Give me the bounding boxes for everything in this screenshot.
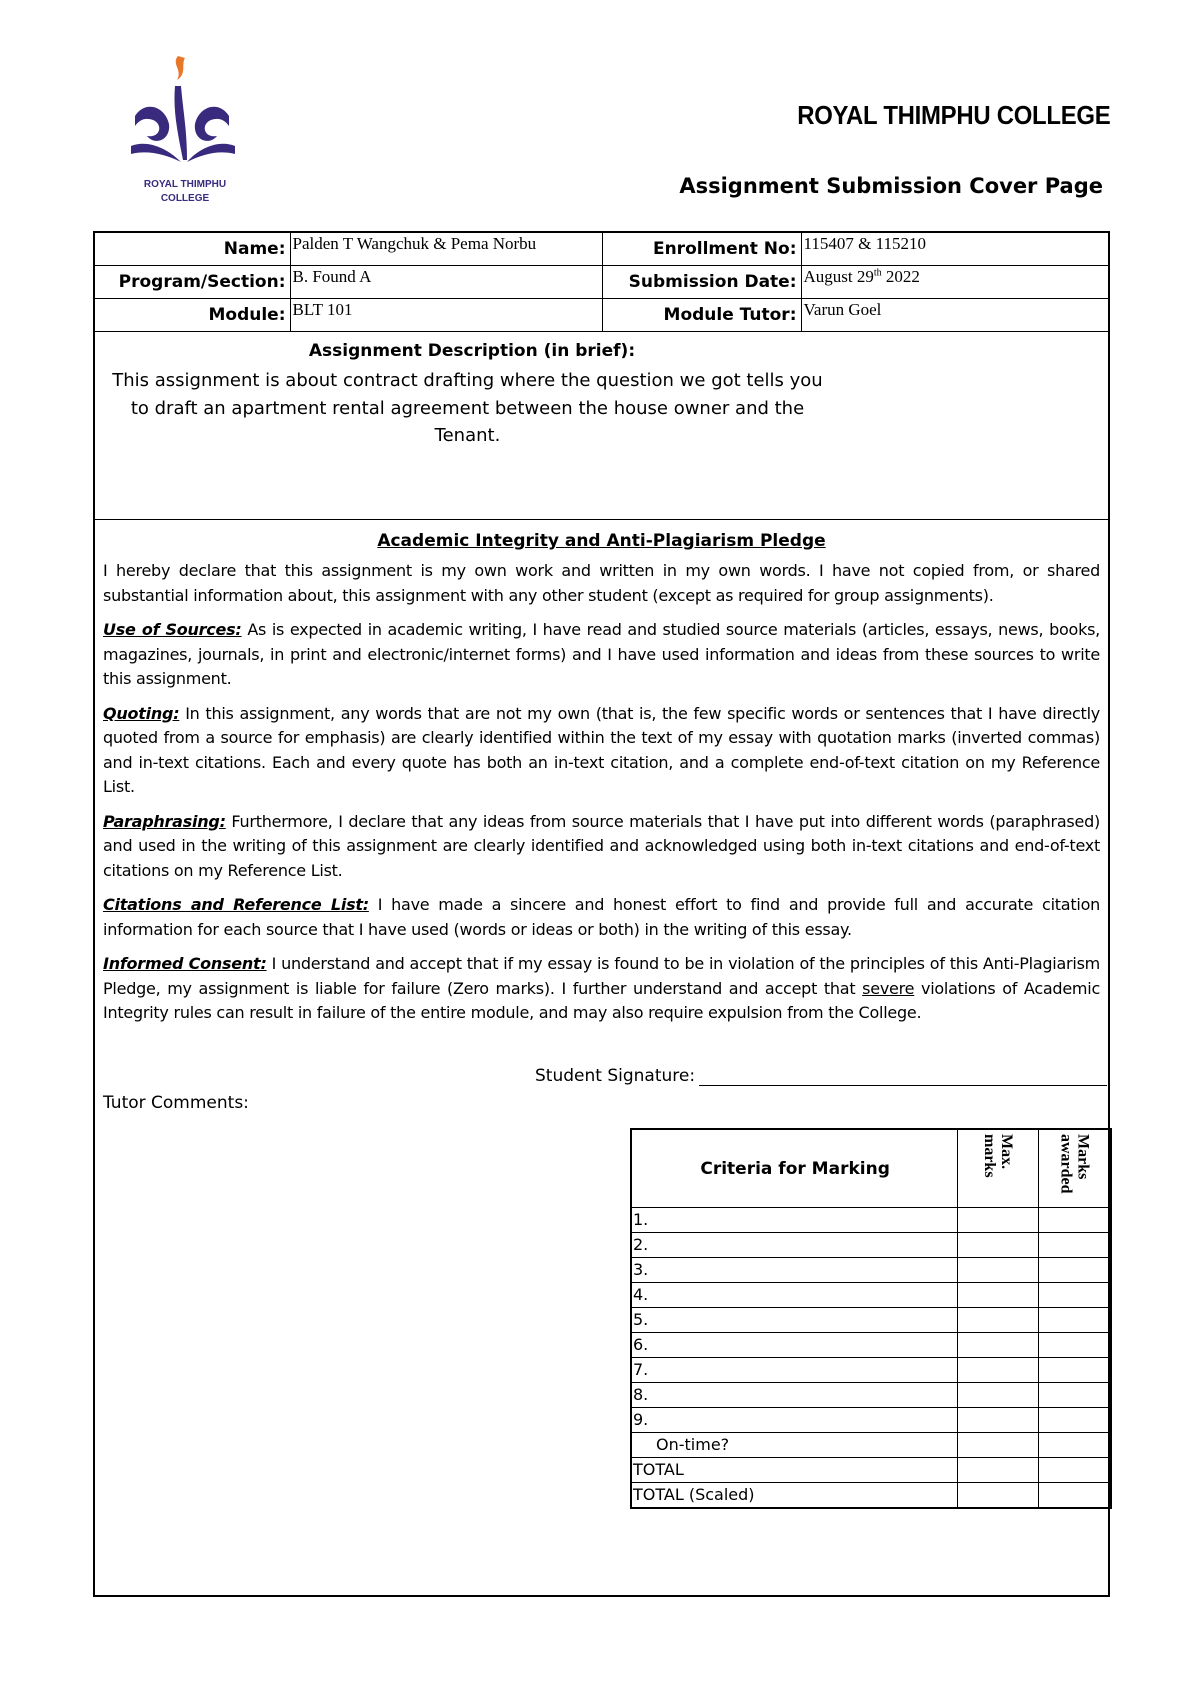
max-marks-cell[interactable] (958, 1408, 1039, 1433)
max-marks-cell[interactable] (958, 1483, 1039, 1509)
submission-date-field[interactable]: August 29th 2022 (801, 266, 1108, 299)
pledge-paraphrasing: Paraphrasing: Furthermore, I declare that any ideas from source materials that I have put into different words (paraphrased) and used in the writing of this assignment are clearly identified and acknowledged using both in-text citations and end-of-text citations on my Reference List. (103, 811, 1100, 880)
student-info-table (95, 233, 1108, 332)
module-field[interactable]: BLT 101 (290, 299, 602, 332)
assignment-description-text[interactable]: This assignment is about contract drafting where the question we got tells you to draft an apartment rental agreement between the house owner and the Tenant. (112, 370, 823, 446)
assignment-description-title: Assignment Description (in brief): (308, 341, 636, 361)
marks-awarded-cell[interactable] (1038, 1233, 1111, 1258)
max-marks-cell[interactable] (958, 1458, 1039, 1483)
enrollment-field[interactable]: 115407 & 115210 (801, 233, 1108, 266)
logo-text: ROYAL THIMPHU COLLEGE (143, 179, 227, 204)
page-title: Assignment Submission Cover Page (679, 174, 1103, 198)
criteria-row (631, 1283, 1111, 1308)
marks-awarded-cell[interactable] (1038, 1308, 1111, 1333)
criteria-row (631, 1258, 1111, 1283)
submission-date-label: Submission Date: (602, 266, 801, 299)
criteria-label[interactable]: 6. (631, 1333, 958, 1358)
max-marks-header: Max. marks (958, 1129, 1039, 1208)
criteria-label[interactable]: 2. (631, 1233, 958, 1258)
marks-awarded-cell[interactable] (1038, 1258, 1111, 1283)
criteria-row (631, 1233, 1111, 1258)
marks-awarded-cell[interactable] (1038, 1283, 1111, 1308)
logo-emblem-icon (125, 50, 245, 178)
criteria-label[interactable]: 5. (631, 1308, 958, 1333)
criteria-label[interactable]: 1. (631, 1208, 958, 1233)
marks-awarded-cell[interactable] (1038, 1433, 1111, 1458)
marks-awarded-cell[interactable] (1038, 1383, 1111, 1408)
assignment-description-section (95, 333, 1108, 520)
criteria-label[interactable]: 3. (631, 1258, 958, 1283)
marks-awarded-cell[interactable] (1038, 1358, 1111, 1383)
on-time-label: On-time? (631, 1433, 958, 1458)
pledge-intro: I hereby declare that this assignment is my own work and written in my own words. I have not copied from, or shared substantial information about, this assignment with any other student (except as required for group assignments). (103, 561, 1100, 605)
criteria-row (631, 1208, 1111, 1233)
max-marks-cell[interactable] (958, 1308, 1039, 1333)
criteria-label[interactable]: 8. (631, 1383, 958, 1408)
module-label: Module: (95, 299, 290, 332)
cover-form (93, 231, 1110, 1597)
marking-criteria-table (630, 1128, 1112, 1509)
name-field[interactable]: Palden T Wangchuk & Pema Norbu (290, 233, 602, 266)
criteria-label[interactable]: 7. (631, 1358, 958, 1383)
criteria-header: Criteria for Marking (631, 1129, 958, 1208)
criteria-label[interactable]: 9. (631, 1408, 958, 1433)
signature-row (535, 1065, 1107, 1086)
marks-awarded-cell[interactable] (1038, 1208, 1111, 1233)
max-marks-cell[interactable] (958, 1233, 1039, 1258)
signature-field[interactable] (699, 1065, 1107, 1086)
enrollment-label: Enrollment No: (602, 233, 801, 266)
program-field[interactable]: B. Found A (290, 266, 602, 299)
marks-awarded-header: Marks awarded (1038, 1129, 1111, 1208)
max-marks-cell[interactable] (958, 1358, 1039, 1383)
marks-awarded-cell[interactable] (1038, 1458, 1111, 1483)
college-name: ROYAL THIMPHU COLLEGE (796, 100, 1110, 130)
name-label: Name: (95, 233, 290, 266)
criteria-label[interactable]: 4. (631, 1283, 958, 1308)
max-marks-cell[interactable] (958, 1283, 1039, 1308)
max-marks-cell[interactable] (958, 1383, 1039, 1408)
marks-awarded-cell[interactable] (1038, 1333, 1111, 1358)
criteria-row (631, 1333, 1111, 1358)
criteria-row (631, 1383, 1111, 1408)
marks-awarded-cell[interactable] (1038, 1408, 1111, 1433)
total-label: TOTAL (631, 1458, 958, 1483)
pledge-title: Academic Integrity and Anti-Plagiarism Pledge (377, 531, 826, 551)
integrity-pledge (103, 531, 1100, 1036)
module-tutor-field[interactable]: Varun Goel (801, 299, 1108, 332)
pledge-quoting: Quoting: In this assignment, any words that are not my own (that is, the few specific words or sentences that I have directly quoted from a source for emphasis) are clearly identified within the text of my essay with quotation marks (inverted commas) and in-text citations. Each and every quote has both an in-text citation, and a complete end-of-text citation on my Reference List. (103, 703, 1100, 796)
signature-label: Student Signature: (535, 1066, 696, 1086)
program-label: Program/Section: (95, 266, 290, 299)
pledge-consent: Informed Consent: I understand and accept that if my essay is found to be in violation of the principles of this Anti-Plagiarism Pledge, my assignment is liable for failure (Zero marks). I further understand and accept that severe violations of Academic Integrity rules can result in failure of the entire module, and may also require expulsion from the College. (103, 954, 1101, 1022)
pledge-sources: Use of Sources: As is expected in academic writing, I have read and studied source materials (articles, essays, news, books, magazines, journals, in print and electronic/internet forms) and I have used information and ideas from these sources to write this assignment. (103, 620, 1101, 688)
max-marks-cell[interactable] (958, 1433, 1039, 1458)
marks-awarded-cell[interactable] (1038, 1483, 1111, 1509)
total-scaled-label: TOTAL (Scaled) (631, 1483, 958, 1509)
criteria-row (631, 1408, 1111, 1433)
max-marks-cell[interactable] (958, 1258, 1039, 1283)
tutor-comments-label: Tutor Comments: (103, 1093, 249, 1113)
criteria-row (631, 1308, 1111, 1333)
criteria-row (631, 1358, 1111, 1383)
module-tutor-label: Module Tutor: (602, 299, 801, 332)
college-logo (125, 50, 245, 210)
pledge-citations: Citations and Reference List: I have made a sincere and honest effort to find and provide full and accurate citation information for each source that I have used (words or ideas or both) in the writing of this essay. (103, 895, 1101, 939)
max-marks-cell[interactable] (958, 1333, 1039, 1358)
max-marks-cell[interactable] (958, 1208, 1039, 1233)
